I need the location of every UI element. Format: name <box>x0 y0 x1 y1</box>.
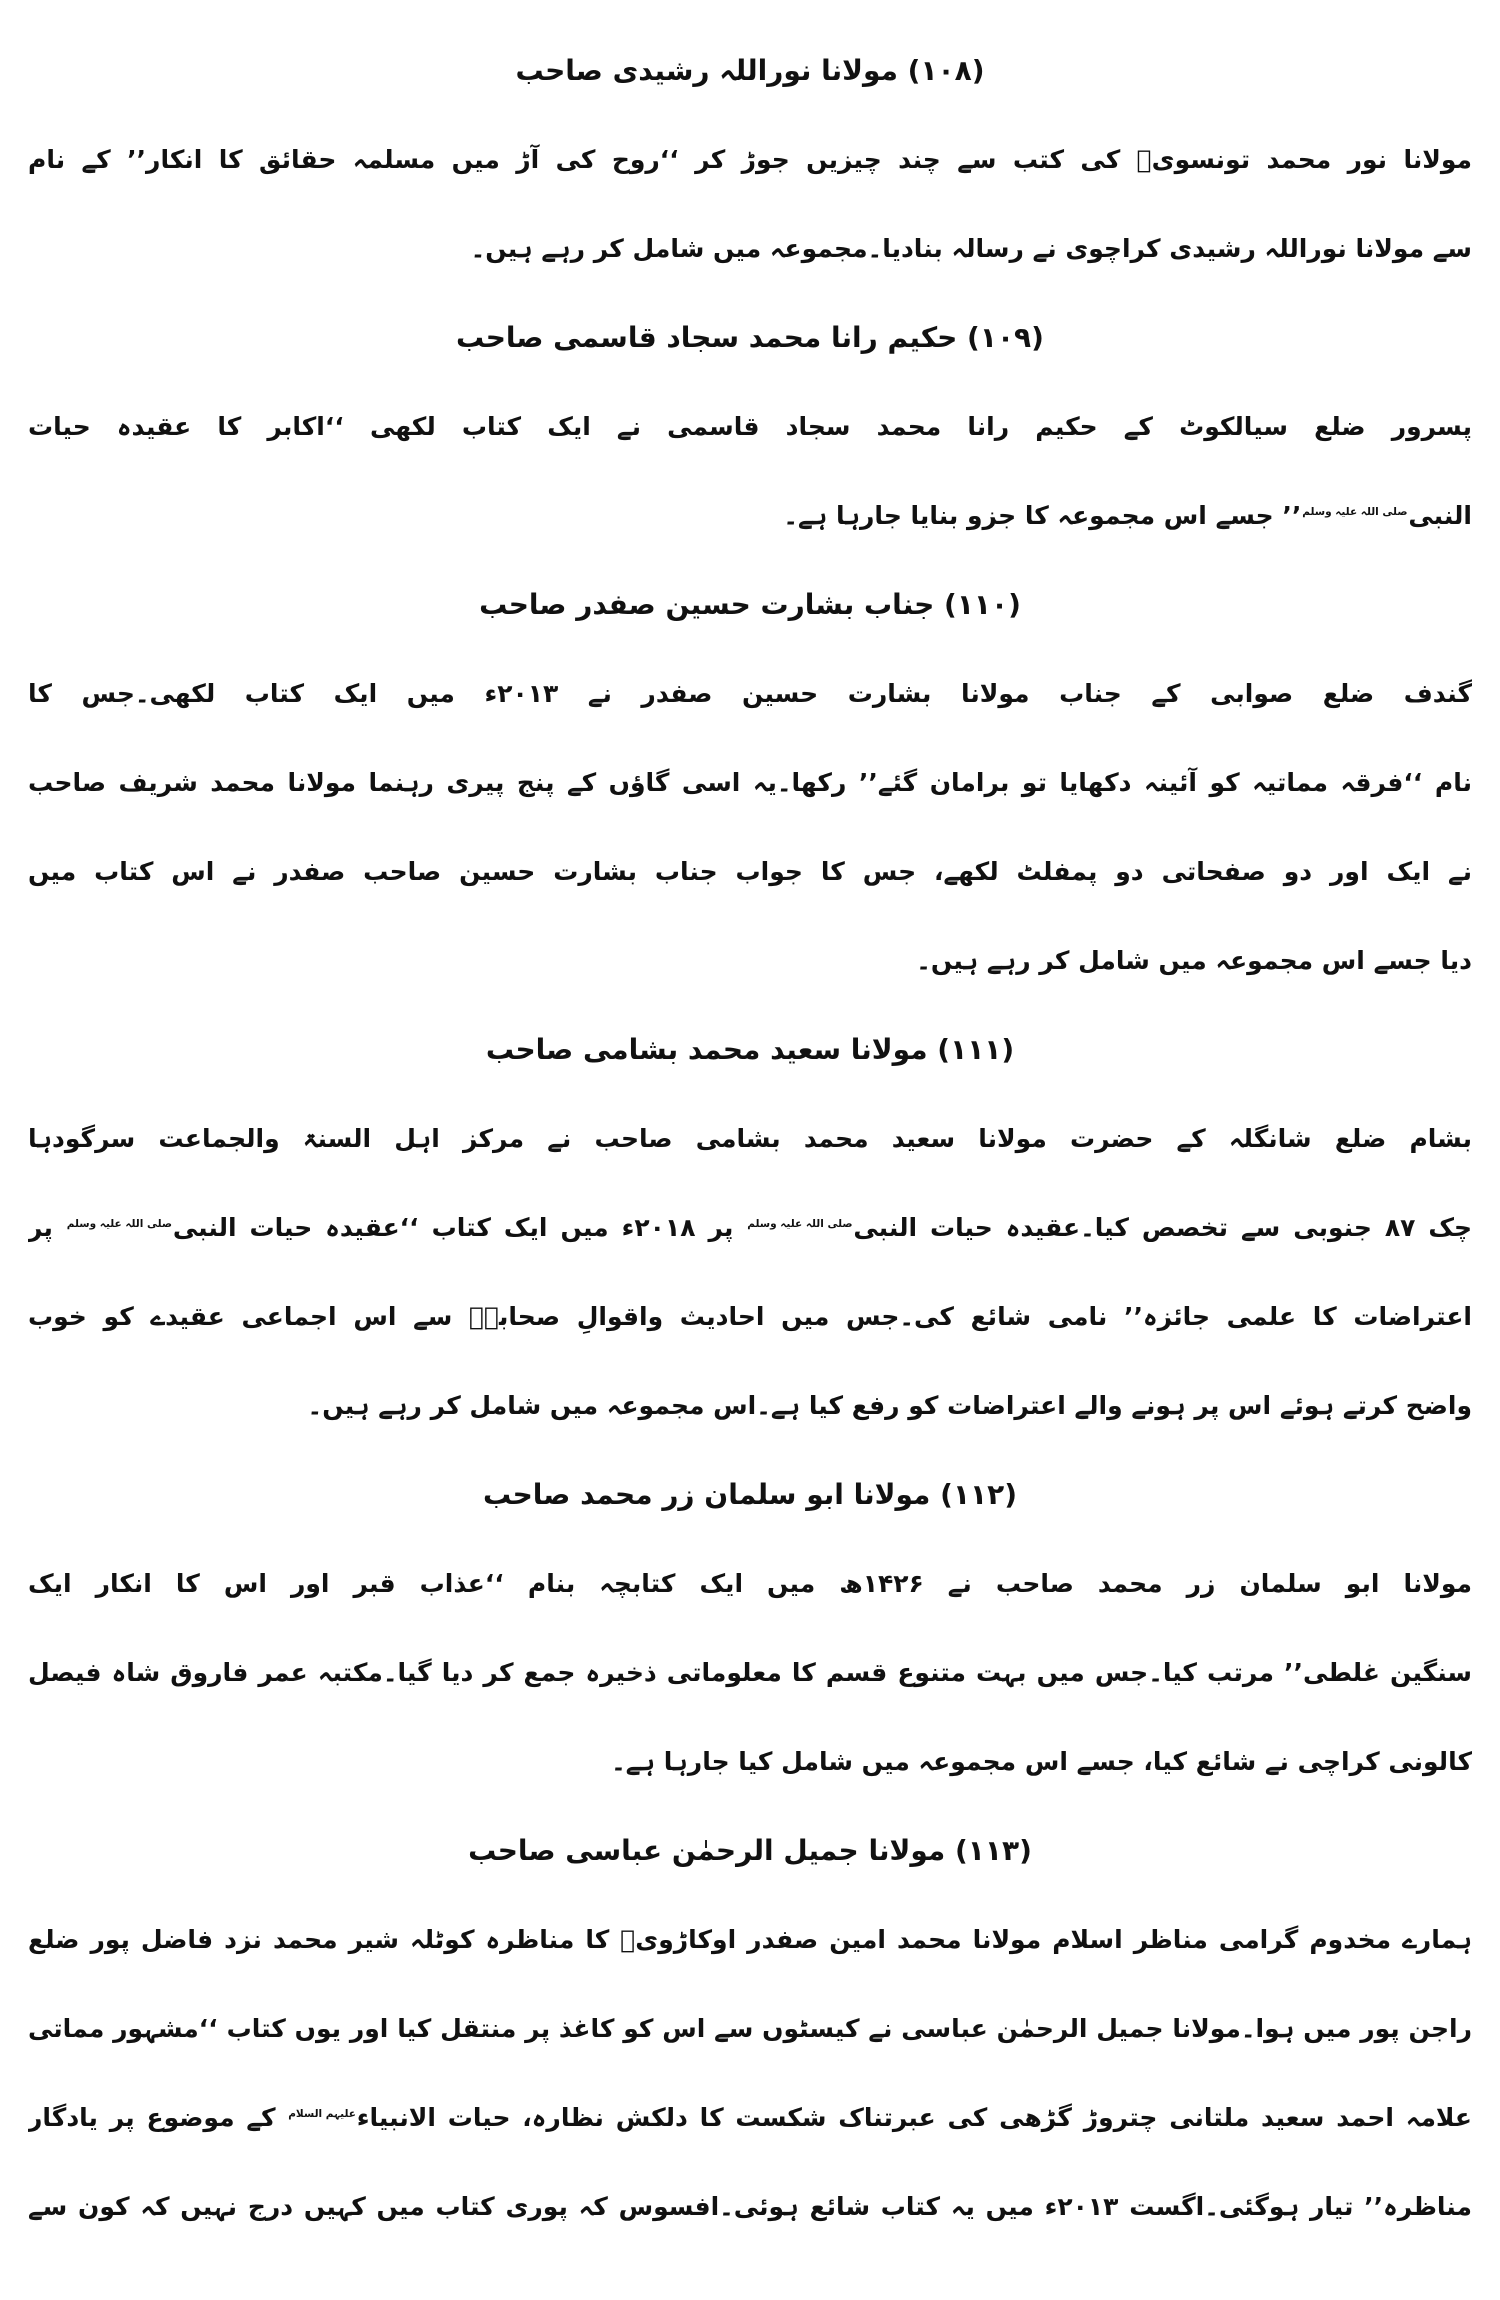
paragraph-line: سنگین غلطی’’ مرتب کیا۔جس میں بہت متنوع قسم کا معلوماتی ذخیرہ جمع کر دیا گیا۔مکتبہ عمر فاروق شاہ فیصل <box>28 1658 1472 1687</box>
paragraph-line: نے ایک اور دو صفحاتی دو پمفلٹ لکھے، جس کا جواب جناب بشارت حسین صاحب صفدر نے اس کتاب میں <box>28 857 1472 886</box>
paragraph-line: مولانا نور محمد تونسویؒ کی کتب سے چند چیزیں جوڑ کر ‘‘روح کی آڑ میں مسلمہ حقائق کا انکار’’ کے نام <box>28 145 1472 174</box>
entry-heading: (۱۰۹) حکیم رانا محمد سجاد قاسمی صاحب <box>456 321 1044 354</box>
entry-heading: (۱۱۳) مولانا جمیل الرحمٰن عباسی صاحب <box>468 1834 1032 1867</box>
paragraph-line: مناظرہ’’ تیار ہوگئی۔اگست ۲۰۱۳ء میں یہ کتاب شائع ہوئی۔افسوس کہ پوری کتاب میں کہیں درج نہیں کہ کون سے <box>28 2192 1472 2221</box>
entry-section-109 <box>28 293 1472 560</box>
entry-section-110 <box>28 560 1472 1005</box>
paragraph-line <box>28 471 1472 560</box>
text-segment: چک ۸۷ جنوبی سے تخصص کیا۔عقیدہ حیات النبی <box>853 1213 1472 1242</box>
text-segment: پر <box>28 1213 66 1242</box>
paragraph-line: ہمارے مخدوم گرامی مناظر اسلام مولانا محمد امین صفدر اوکاڑویؒ کا مناظرہ کوٹلہ شیر محمد نزد فاضل پور ضلع <box>28 1925 1472 1954</box>
honorific-ligature: صلی اللہ علیہ وسلم <box>747 1217 853 1230</box>
paragraph-line: بشام ضلع شانگلہ کے حضرت مولانا سعید محمد بشامی صاحب نے مرکز اہل السنۃ والجماعت سرگودہا <box>28 1124 1472 1153</box>
text-segment: ’’ جسے اس مجموعہ کا جزو بنایا جارہا ہے۔ <box>783 501 1302 530</box>
entry-heading: (۱۰۸) مولانا نوراللہ رشیدی صاحب <box>515 54 985 87</box>
paragraph-line: کالونی کراچی نے شائع کیا، جسے اس مجموعہ میں شامل کیا جارہا ہے۔ <box>611 1747 1472 1776</box>
paragraph-line: مولانا ابو سلمان زر محمد صاحب نے ۱۴۲۶ھ میں ایک کتابچہ بنام ‘‘عذاب قبر اور اس کا انکار ایک <box>28 1569 1472 1598</box>
paragraph-line: سے مولانا نوراللہ رشیدی کراچوی نے رسالہ بنادیا۔مجموعہ میں شامل کر رہے ہیں۔ <box>470 234 1472 263</box>
text-segment: کے موضوع پر یادگار <box>28 2103 288 2132</box>
paragraph-line <box>28 2073 1472 2162</box>
entry-section-112 <box>28 1450 1472 1806</box>
paragraph-line: دیا جسے اس مجموعہ میں شامل کر رہے ہیں۔ <box>916 946 1472 975</box>
entry-heading: (۱۱۲) مولانا ابو سلمان زر محمد صاحب <box>482 1478 1018 1511</box>
paragraph-line: پسرور ضلع سیالکوٹ کے حکیم رانا محمد سجاد قاسمی نے ایک کتاب لکھی ‘‘اکابر کا عقیدہ حیات <box>28 412 1472 441</box>
entry-section-108 <box>28 26 1472 293</box>
paragraph-line: راجن پور میں ہوا۔مولانا جمیل الرحمٰن عباسی نے کیسٹوں سے اس کو کاغذ پر منتقل کیا اور یوں کتاب ‘‘مشہور مماتی <box>28 2014 1472 2043</box>
text-segment: علامہ احمد سعید ملتانی چتروڑ گڑھی کی عبرتناک شکست کا دلکش نظارہ، حیات الانبیاء <box>356 2103 1472 2132</box>
honorific-ligature: علیہم السلام <box>288 2107 356 2120</box>
paragraph-line: واضح کرتے ہوئے اس پر ہونے والے اعتراضات کو رفع کیا ہے۔اس مجموعہ میں شامل کر رہے ہیں۔ <box>307 1391 1472 1420</box>
entry-heading: (۱۱۰) جناب بشارت حسین صفدر صاحب <box>479 588 1021 621</box>
honorific-ligature: صلی اللہ علیہ وسلم <box>66 1217 173 1230</box>
honorific-ligature: صلی اللہ علیہ وسلم <box>1302 505 1408 518</box>
text-segment: النبی <box>1408 501 1472 530</box>
paragraph-line: اعتراضات کا علمی جائزہ’’ نامی شائع کی۔جس میں احادیث واقوالِ صحابہؓ سے اس اجماعی عقیدے کو خوب <box>28 1302 1472 1331</box>
entry-section-111 <box>28 1005 1472 1450</box>
paragraph-line <box>28 1183 1472 1272</box>
paragraph-line: نام ‘‘فرقہ مماتیہ کو آئینہ دکھایا تو برامان گئے’’ رکھا۔یہ اسی گاؤں کے پنج پیری رہنما مولانا محمد شریف صاحب <box>28 768 1472 797</box>
entry-section-113 <box>28 1806 1472 2251</box>
text-segment: پر ۲۰۱۸ء میں ایک کتاب ‘‘عقیدہ حیات النبی <box>172 1213 747 1242</box>
paragraph-line: گندف ضلع صوابی کے جناب مولانا بشارت حسین صفدر نے ۲۰۱۳ء میں ایک کتاب لکھی۔جس کا <box>28 679 1472 708</box>
entry-heading: (۱۱۱) مولانا سعید محمد بشامی صاحب <box>485 1033 1015 1066</box>
